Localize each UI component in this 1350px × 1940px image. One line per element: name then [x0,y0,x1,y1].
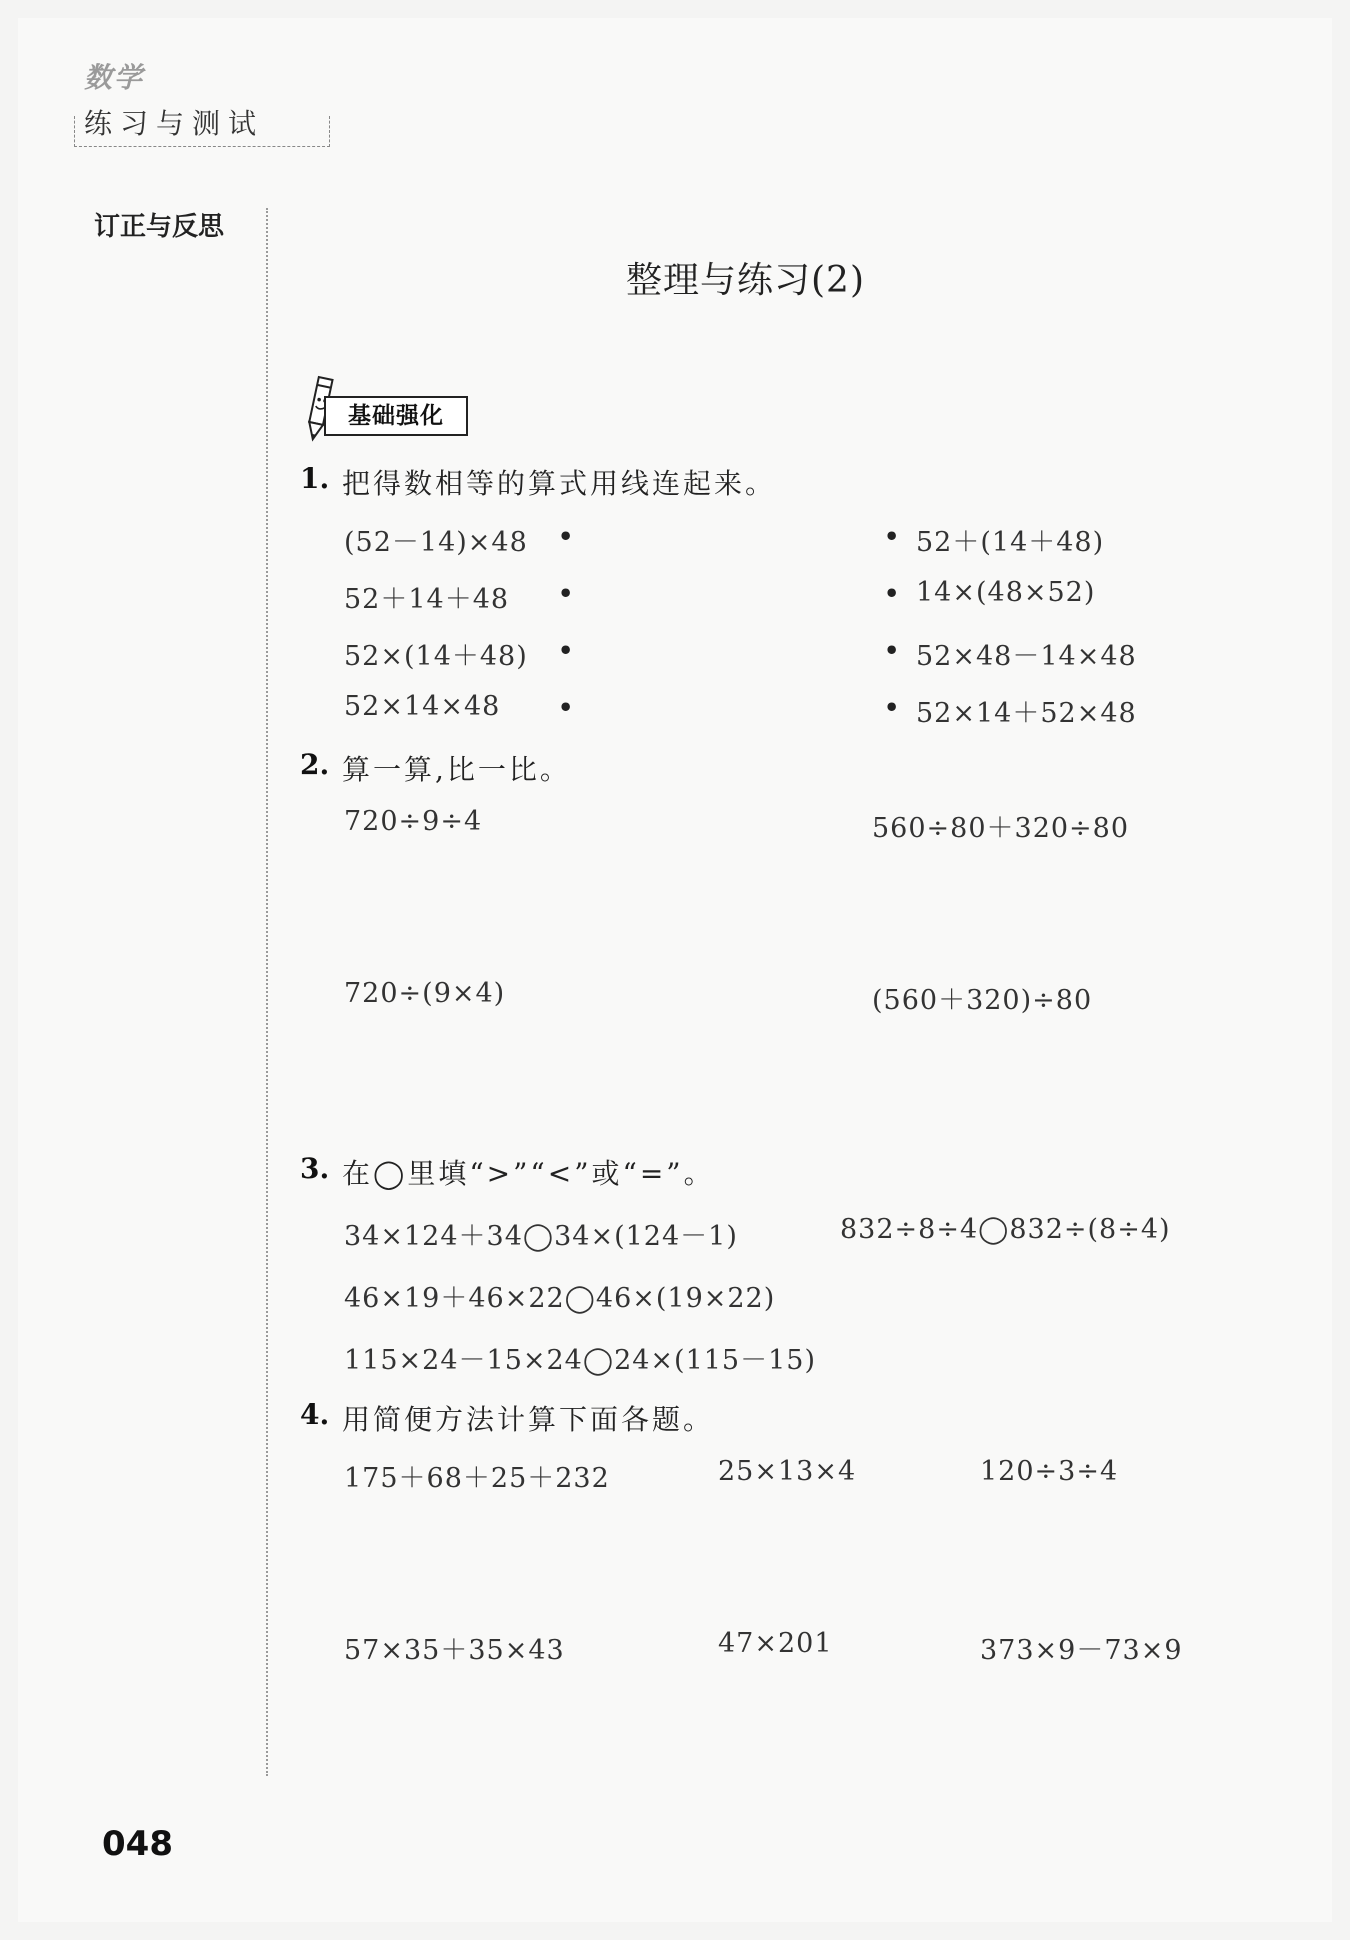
q1-left-2: 52＋14＋48 [344,584,510,615]
q1-right-dot-3[interactable]: • [884,636,900,665]
q2-item-2: 560÷80＋320÷80 [872,813,1130,844]
q4-item-3: 120÷3÷4 [980,1456,1119,1487]
q3-item-4[interactable]: 115×24－15×24◯24×(115－15) [344,1345,817,1376]
q3-item-2[interactable]: 832÷8÷4◯832÷(8÷4) [840,1214,1171,1245]
q1-right-dot-4[interactable]: • [884,693,900,722]
q1-right-2: 14×(48×52) [916,577,1096,608]
q4-item-6: 373×9－73×9 [980,1635,1183,1666]
q2-text: 算一算,比一比。 [342,753,571,786]
brand-frame [74,116,330,147]
q4-item-1: 175＋68＋25＋232 [344,1463,610,1494]
q4-item-2: 25×13×4 [718,1456,857,1487]
sidebar-label: 订正与反思 [94,212,225,242]
q2-item-1: 720÷9÷4 [344,806,483,837]
q1-right-1: 52＋(14＋48) [916,527,1105,558]
q3-item-1[interactable]: 34×124＋34◯34×(124－1) [344,1221,738,1252]
page-title: 整理与练习(2) [626,260,865,301]
q4-text: 用简便方法计算下面各题。 [342,1403,715,1436]
q2-number: 2. [300,748,330,781]
q1-left-dot-3[interactable]: • [558,636,574,665]
q1-right-dot-2[interactable]: • [884,579,900,608]
q2-item-3: 720÷(9×4) [344,978,506,1009]
q1-left-dot-4[interactable]: • [558,693,574,722]
q4-number: 4. [300,1398,330,1431]
q1-right-4: 52×14＋52×48 [916,698,1137,729]
q3-number: 3. [300,1152,330,1185]
brand-subject: 数学 [84,61,145,94]
q3-text: 在◯里填“>”“<”或“=”。 [342,1157,715,1190]
q1-left-3: 52×(14＋48) [344,641,528,672]
q4-item-5: 47×201 [718,1628,833,1659]
brand-series: 练习与测试 [84,107,265,140]
q1-left-dot-1[interactable]: • [558,522,574,551]
q1-left-4: 52×14×48 [344,691,501,722]
q1-left-1: (52－14)×48 [344,527,528,558]
q1-text: 把得数相等的算式用线连起来。 [342,467,777,500]
q1-right-dot-1[interactable]: • [884,522,900,551]
section-label: 基础强化 [324,396,468,436]
q4-item-4: 57×35＋35×43 [344,1635,565,1666]
q1-left-dot-2[interactable]: • [558,579,574,608]
page-number: 048 [102,1824,173,1864]
q2-item-4: (560＋320)÷80 [872,985,1093,1016]
q1-number: 1. [300,462,330,495]
q3-item-3[interactable]: 46×19＋46×22◯46×(19×22) [344,1283,776,1314]
sidebar-divider [266,208,268,1776]
q1-right-3: 52×48－14×48 [916,641,1137,672]
